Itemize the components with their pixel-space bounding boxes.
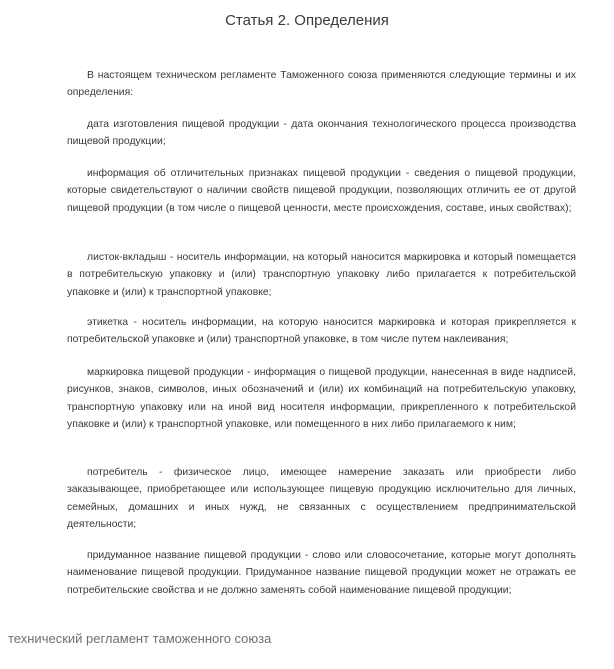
paragraph-distinctive-info: информация об отличительных признаках пищевой продукции - сведения о пищевой продукции, которые свидетельствуют о наличии свойств пищевой продукции, позволяющих отличить ее от другой пищевой продукции (в том числе о пищевой ценности, месте происхождения, составе, иных свойствах); xyxy=(67,168,576,214)
paragraph-consumer: потребитель - физическое лицо, имеющее намерение заказать или приобрести либо заказывающее, приобретающее или использующее пищевую продукцию исключительно для личных, семейных, домашних и иных нужд, не связанных с осуществлением предпринимательской деятельности; xyxy=(67,467,576,531)
image-caption: технический регламент таможенного союза xyxy=(8,631,272,646)
paragraph-intro: В настоящем техническом регламенте Таможенного союза применяются следующие термины и их определения: xyxy=(67,70,576,99)
paragraph-leaflet: листок-вкладыш - носитель информации, на который наносится маркировка и который помещается в потребительскую упаковку и (или) транспортную упаковку либо прилагается к потребительской упаковке и (или) к транспортной упаковке; xyxy=(67,252,576,298)
paragraph-food-marking: маркировка пищевой продукции - информация о пищевой продукции, нанесенная в виде надписей, рисунков, знаков, символов, иных обозначений и (или) их комбинаций на потребительскую упаковку, транспортную упаковку или на иной вид носителя информации, прикрепленного к потребительской упаковке и (или) к транспортной упаковке, или помещенного в них либо прилагаемого к ним; xyxy=(67,367,576,431)
paragraph-manufacture-date: дата изготовления пищевой продукции - дата окончания технологического процесса производства пищевой продукции; xyxy=(67,119,576,148)
article-title: Статья 2. Определения xyxy=(225,12,389,29)
paragraph-label: этикетка - носитель информации, на которую наносится маркировка и которая прикрепляется к потребительской упаковке и (или) транспортной упаковке, в том числе путем наклеивания; xyxy=(67,317,576,346)
paragraph-invented-name: придуманное название пищевой продукции - слово или словосочетание, которые могут дополнять наименование пищевой продукции. Придуманное название пищевой продукции может не отражать ее потребительские свойства и не должно заменять собой наименование пищевой продукции; xyxy=(67,550,576,596)
